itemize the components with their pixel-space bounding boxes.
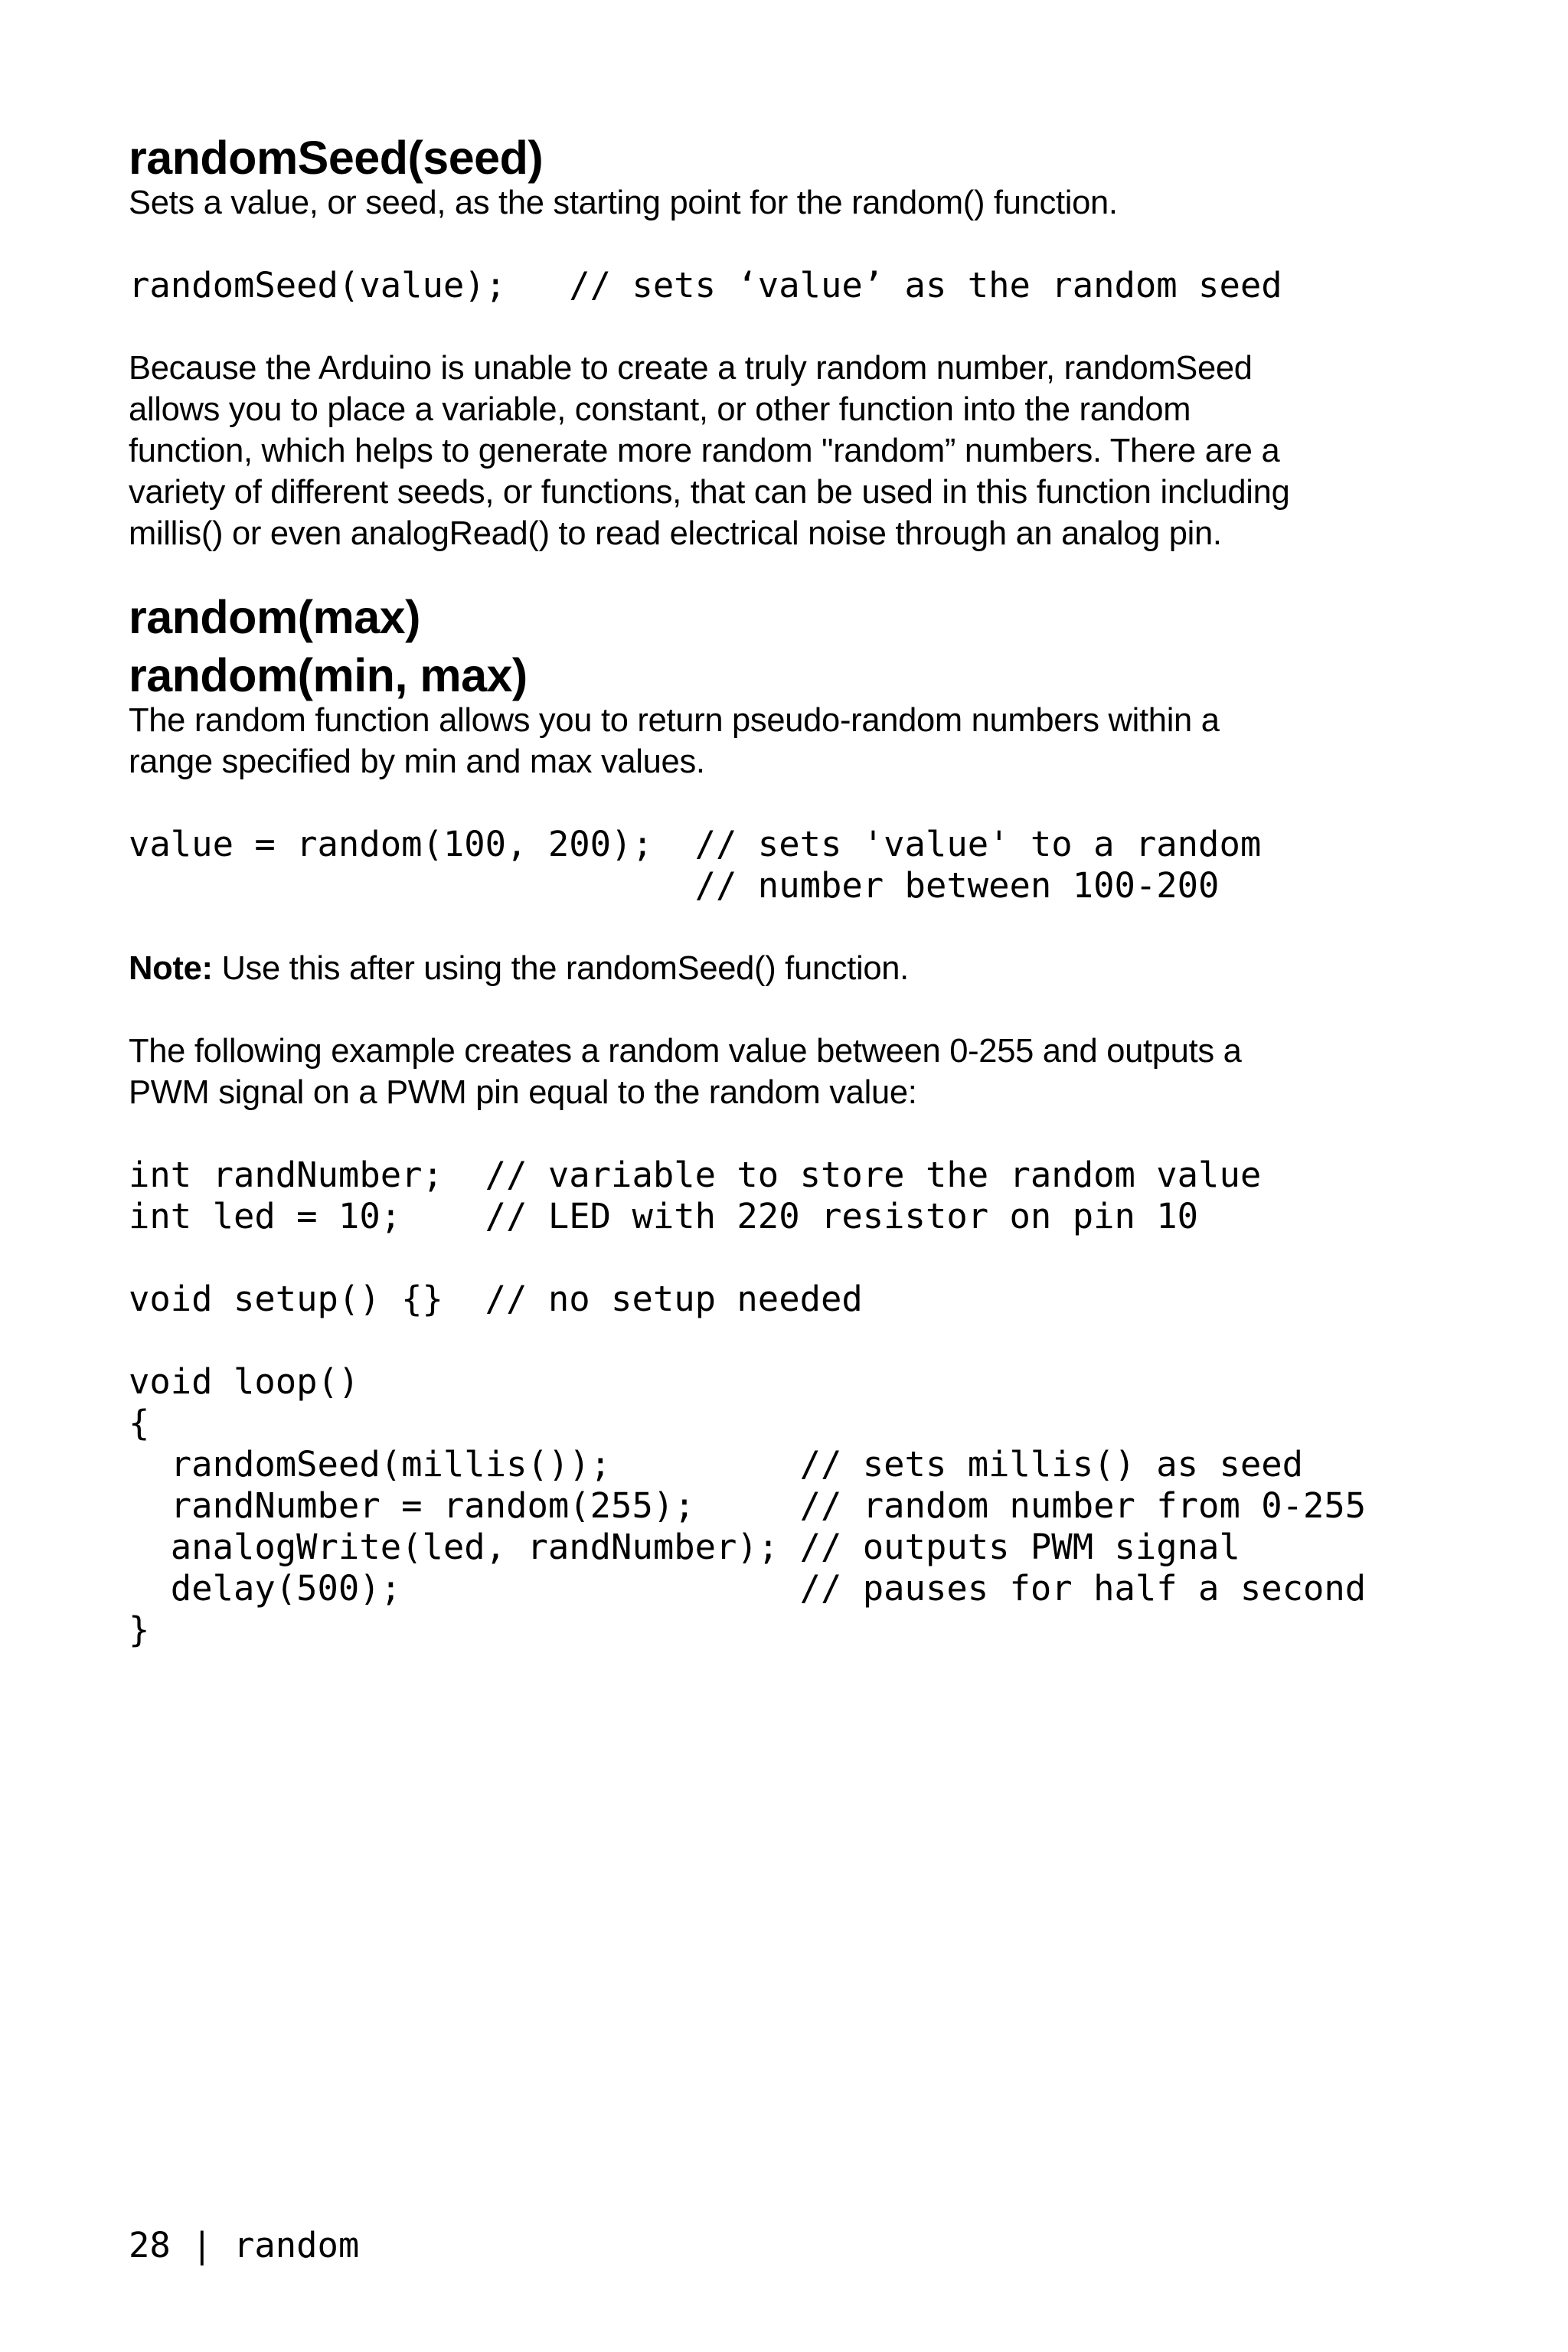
note-label: Note: — [129, 950, 213, 987]
code-line: void loop() — [129, 1361, 360, 1402]
note — [129, 948, 1461, 989]
code-line: randomSeed(millis()); // sets millis() as seed — [129, 1444, 1304, 1485]
code-line: // number between 100-200 — [129, 865, 1220, 906]
code-line: randNumber = random(255); // random number from 0-255 — [129, 1485, 1367, 1526]
paragraph-line: The random function allows you to return pseudo-random numbers within a — [129, 702, 1220, 739]
paragraph — [129, 1031, 1461, 1113]
section-title-randomseed: randomSeed(seed) — [129, 132, 544, 184]
section-intro — [129, 700, 1461, 782]
code-block — [129, 1155, 1461, 1237]
code-line: { — [129, 1403, 150, 1443]
code-line: delay(500); // pauses for half a second — [129, 1568, 1367, 1609]
section-title-random-max: random(max) — [129, 591, 420, 643]
paragraph-line: allows you to place a variable, constant, or other function into the random — [129, 391, 1191, 428]
code-line: analogWrite(led, randNumber); // outputs PWM signal — [129, 1527, 1240, 1567]
document-page — [129, 129, 1461, 1651]
code-line: } — [129, 1609, 150, 1650]
paragraph-line: The following example creates a random value between 0-255 and outputs a — [129, 1033, 1242, 1070]
code-line: randomSeed(value); // sets ‘value’ as the random seed — [129, 265, 1282, 305]
code-line: int led = 10; // LED with 220 resistor on pin 10 — [129, 1196, 1199, 1236]
paragraph-line: variety of different seeds, or functions, that can be used in this function including — [129, 474, 1290, 511]
paragraph — [129, 348, 1461, 554]
paragraph-line: range specified by min and max values. — [129, 743, 705, 780]
paragraph-line: PWM signal on a PWM pin equal to the random value: — [129, 1074, 917, 1111]
code-block — [129, 824, 1461, 906]
page-footer: 28 | random — [129, 2225, 360, 2265]
paragraph-line: Because the Arduino is unable to create a truly random number, randomSeed — [129, 350, 1253, 387]
paragraph-line: function, which helps to generate more random "random” numbers. There are a — [129, 433, 1280, 469]
section-intro: Sets a value, or seed, as the starting point for the random() function. — [129, 185, 1118, 221]
code-line: int randNumber; // variable to store the random value — [129, 1155, 1262, 1195]
code-block — [129, 1361, 1461, 1651]
section-title-random-min-max: random(min, max) — [129, 649, 528, 701]
code-line: value = random(100, 200); // sets 'value' to a random — [129, 824, 1262, 864]
paragraph-line: millis() or even analogRead() to read electrical noise through an analog pin. — [129, 515, 1222, 552]
note-text: Use this after using the randomSeed() function. — [212, 950, 909, 987]
code-line: void setup() {} // no setup needed — [129, 1279, 863, 1319]
